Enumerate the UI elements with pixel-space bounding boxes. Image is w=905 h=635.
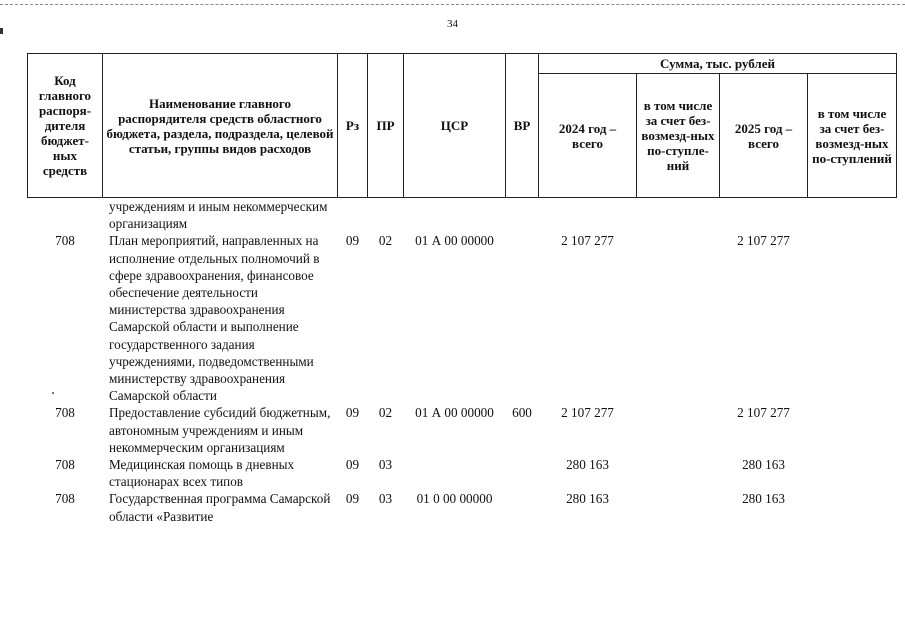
cell-2024-free: [637, 232, 720, 404]
cell-2024-total: 2 107 277: [561, 233, 614, 249]
header-csr: ЦСР: [404, 54, 506, 198]
page-number: 34: [447, 18, 458, 30]
cell-2025-free: [808, 232, 897, 404]
cell-2025-free: [808, 404, 897, 456]
budget-table: [27, 53, 897, 525]
cell-2025-total: 280 163: [742, 491, 785, 507]
cell-name: учреждениям и иным некоммерческим организациям: [109, 199, 328, 232]
cell-2025-free: [808, 456, 897, 490]
header-rz: Рз: [338, 54, 368, 198]
cell-pr: 03: [378, 457, 393, 473]
cell-vr: [506, 232, 539, 404]
cell-2025-free: [808, 490, 897, 524]
cell-pr: 03: [378, 491, 393, 507]
cell-2024-free: [637, 198, 720, 233]
cell-csr: 01 А 00 00000: [415, 405, 494, 421]
cell-2024-total: 2 107 277: [561, 405, 614, 421]
table-row: [28, 456, 897, 490]
cell-2025-total: 2 107 277: [737, 405, 790, 421]
cell-rz: 09: [345, 457, 360, 473]
cell-code: [28, 198, 103, 233]
cell-2024-total: 280 163: [566, 457, 609, 473]
table-row: [28, 404, 897, 456]
cell-rz: 09: [345, 491, 360, 507]
cell-csr: [404, 456, 506, 490]
table-row: [28, 232, 897, 404]
cell-name: Государственная программа Самарской области «Развитие: [109, 491, 331, 524]
cell-2025-free: [808, 198, 897, 233]
cell-code: 708: [55, 457, 75, 473]
cell-2024-free: [637, 490, 720, 524]
header-2024-total: 2024 год – всего: [539, 74, 637, 198]
cell-name: Предоставление субсидий бюджетным, автономным учреждениям и иным некоммерческим организациям: [109, 405, 331, 455]
table-body: [28, 198, 897, 525]
cell-rz: 09: [345, 233, 360, 249]
header-sum-group: Сумма, тыс. рублей: [539, 54, 897, 74]
header-2025-total: 2025 год – всего: [720, 74, 808, 198]
cell-rz: [338, 198, 368, 233]
cell-vr: [506, 490, 539, 524]
cell-vr: [506, 198, 539, 233]
table-row: [28, 198, 897, 233]
header-2024-free: в том числе за счет без-возмезд-ных по-ступле-ний: [637, 74, 720, 198]
cell-code: 708: [55, 491, 75, 507]
table-header: [28, 54, 897, 198]
cell-pr: 02: [378, 233, 393, 249]
cell-2025-total: 2 107 277: [737, 233, 790, 249]
cell-2024-free: [637, 456, 720, 490]
header-2025-free: в том числе за счет без-возмезд-ных по-ступлений: [808, 74, 897, 198]
cell-pr: [368, 198, 404, 233]
header-pr: ПР: [368, 54, 404, 198]
cell-pr: 02: [378, 405, 393, 421]
cell-2025-total: [720, 198, 808, 233]
table-row: [28, 490, 897, 524]
top-scan-rule: [0, 4, 905, 5]
cell-2024-total: [539, 198, 637, 233]
cell-2024-total: 280 163: [566, 491, 609, 507]
cell-code: 708: [55, 233, 75, 249]
header-vr: ВР: [506, 54, 539, 198]
cell-csr: 01 0 00 00000: [416, 491, 493, 507]
cell-2024-free: [637, 404, 720, 456]
cell-rz: 09: [345, 405, 360, 421]
cell-name: Медицинская помощь в дневных стационарах всех типов: [109, 457, 295, 490]
cell-csr: 01 А 00 00000: [415, 233, 494, 249]
cell-vr: 600: [512, 405, 532, 421]
header-name: Наименование главного распорядителя средств областного бюджета, раздела, подраздела, целевой статьи, группы видов расходов: [103, 54, 338, 198]
cell-csr: [404, 198, 506, 233]
cell-2025-total: 280 163: [742, 457, 785, 473]
cell-vr: [506, 456, 539, 490]
cell-code: 708: [55, 405, 75, 421]
header-code: Код главного распоря-дителя бюджет-ных средств: [28, 54, 103, 198]
cell-name: План мероприятий, направленных на исполнение отдельных полномочий в сфере здравоохранения, финансовое обеспечение деятельности министерства здравоохранения Самарской области и выполнение государственного задания учреждениями, подведомственными министерству здравоохранения Самарской области: [109, 233, 320, 404]
